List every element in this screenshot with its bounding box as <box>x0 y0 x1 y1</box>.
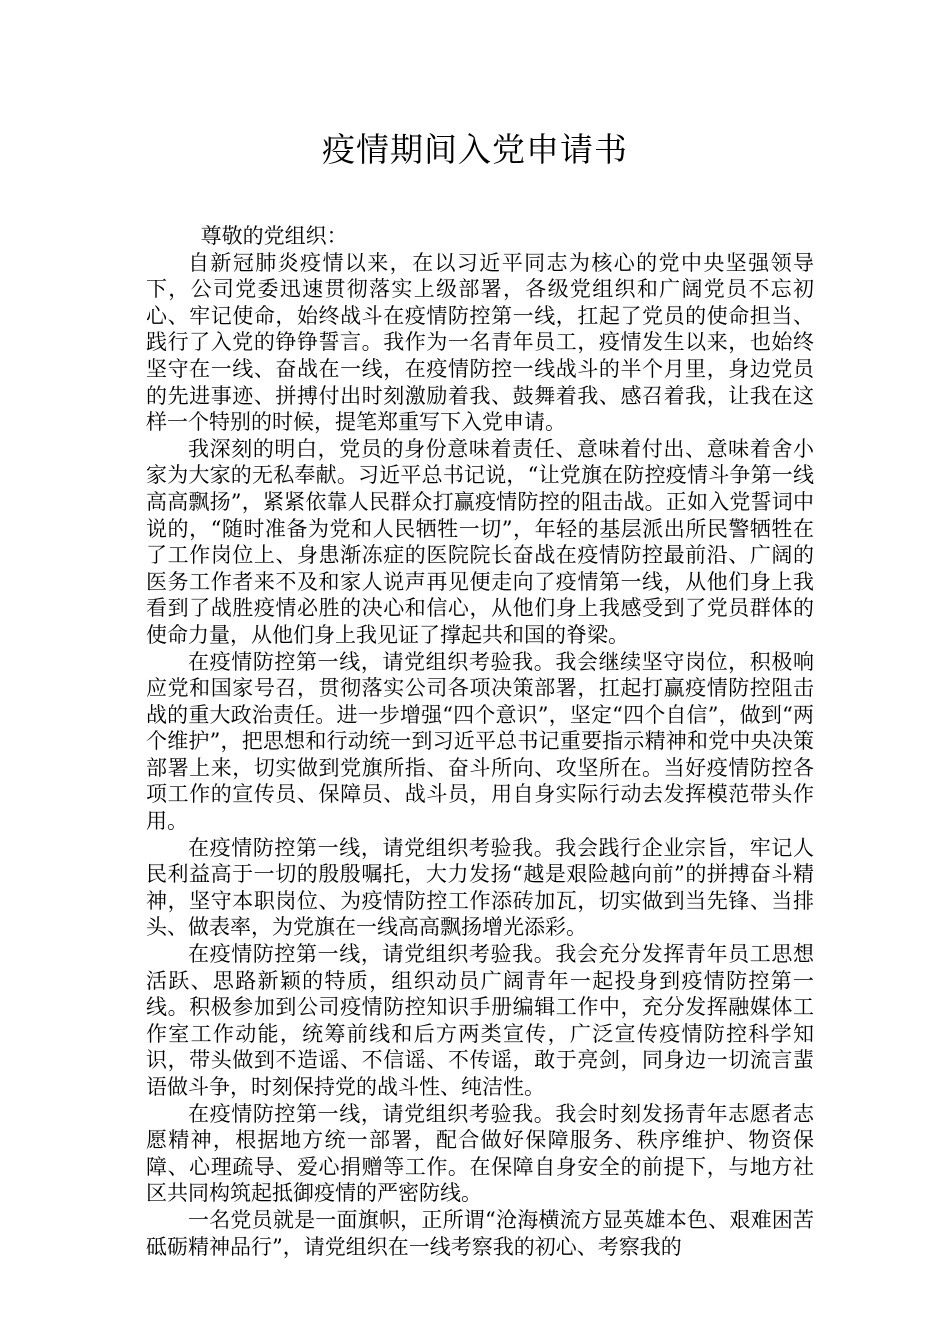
paragraph-1: 自新冠肺炎疫情以来，在以习近平同志为核心的党中央坚强领导下，公司党委迅速贯彻落实上级部署，各级党组织和广阔党员不忘初心、牢记使命，始终战斗在疫情防控第一线，扛起了党员的使命担当、践行了入党的铮铮誓言。我作为一名青年员工，疫情发生以来，也始终坚守在一线、奋战在一线，在疫情防控一线战斗的半个月里，身边党员的先进事迹、拼搏付出时刻激励着我、鼓舞着我、感召着我，让我在这样一个特别的时候，提笔郑重写下入党申请。 <box>146 250 814 435</box>
paragraph-6: 在疫情防控第一线，请党组织考验我。我会时刻发扬青年志愿者志愿精神，根据地方统一部署，配合做好保障服务、秩序维护、物资保障、心理疏导、爱心捐赠等工作。在保障自身安全的前提下，与地方社区共同构筑起抵御疫情的严密防线。 <box>146 1101 814 1206</box>
paragraph-7: 一名党员就是一面旗帜，正所谓“沧海横流方显英雄本色、艰难困苦砥砺精神品行”，请党组织在一线考察我的初心、考察我的 <box>146 1207 814 1259</box>
paragraph-2: 我深刻的明白，党员的身份意味着责任、意味着付出、意味着舍小家为大家的无私奉献。习近平总书记说，“让党旗在防控疫情斗争第一线高高飘扬”，紧紧依靠人民群众打赢疫情防控的阻击战。正如入党誓词中说的，“随时准备为党和人民牺牲一切”，年轻的基层派出所民警牺牲在了工作岗位上、身患渐冻症的医院院长奋战在疫情防控最前沿、广阔的医务工作者来不及和家人说声再见便走向了疫情第一线，从他们身上我看到了战胜疫情必胜的决心和信心，从他们身上我感受到了党员群体的使命力量，从他们身上我见证了撑起共和国的脊梁。 <box>146 436 814 647</box>
paragraph-5: 在疫情防控第一线，请党组织考验我。我会充分发挥青年员工思想活跃、思路新颖的特质，组织动员广阔青年一起投身到疫情防控第一线。积极参加到公司疫情防控知识手册编辑工作中，充分发挥融媒体工作室工作动能，统筹前线和后方两类宣传，广泛宣传疫情防控科学知识，带头做到不造谣、不信谣、不传谣，敢于亮剑，同身边一切流言蜚语做斗争，时刻保持党的战斗性、纯洁性。 <box>146 942 814 1099</box>
document-body <box>146 223 814 1260</box>
document-title: 疫情期间入党申请书 <box>322 130 628 169</box>
salutation: 尊敬的党组织： <box>200 224 348 248</box>
paragraph-4: 在疫情防控第一线，请党组织考验我。我会践行企业宗旨，牢记人民利益高于一切的殷殷嘱托，大力发扬“越是艰险越向前”的拼搏奋斗精神，坚守本职岗位、为疫情防控工作添砖加瓦，切实做到当先锋、当排头、做表率，为党旗在一线高高飘扬增光添彩。 <box>146 835 814 940</box>
paragraph-3: 在疫情防控第一线，请党组织考验我。我会继续坚守岗位，积极响应党和国家号召，贯彻落实公司各项决策部署，扛起打赢疫情防控阻击战的重大政治责任。进一步增强“四个意识”，坚定“四个自信”，做到“两个维护”，把思想和行动统一到习近平总书记重要指示精神和党中央决策部署上来，切实做到党旗所指、奋斗所向、攻坚所在。当好疫情防控各项工作的宣传员、保障员、战斗员，用自身实际行动去发挥模范带头作用。 <box>146 649 814 834</box>
